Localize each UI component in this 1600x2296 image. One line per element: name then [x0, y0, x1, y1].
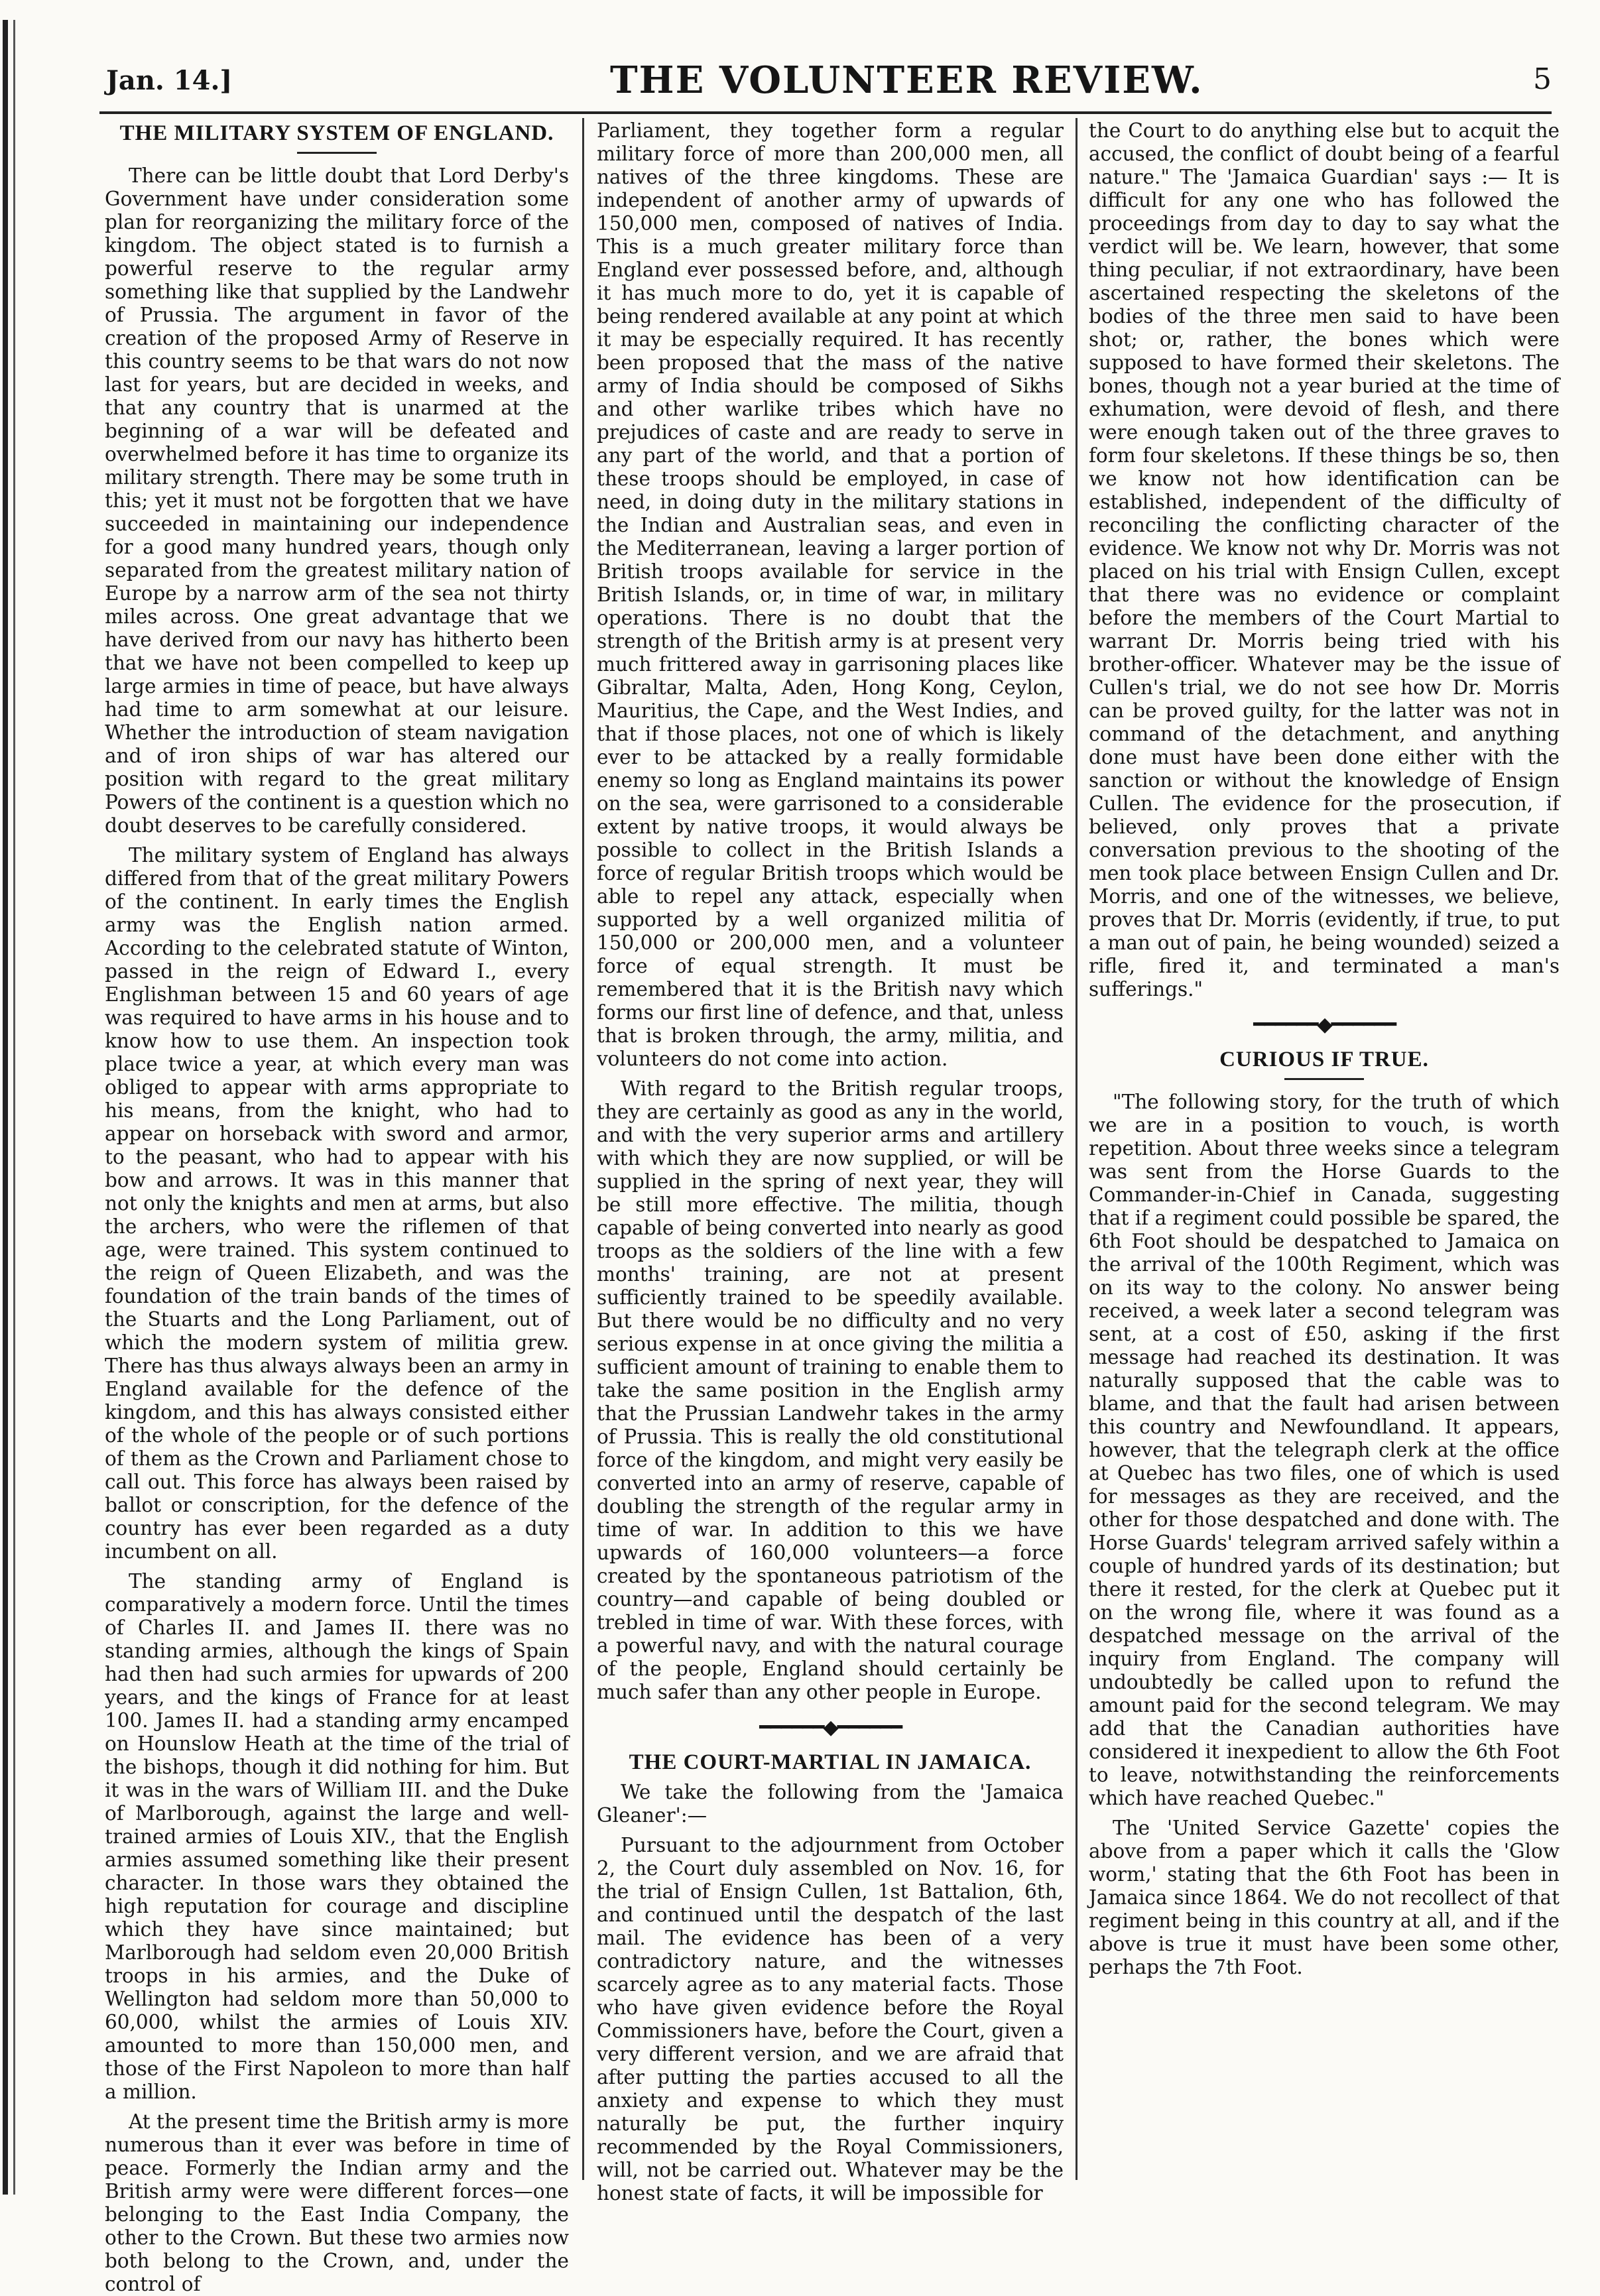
masthead-title: THE VOLUNTEER REVIEW. — [610, 58, 1203, 102]
binding-edge-inner — [13, 20, 15, 2195]
article-paragraph: the Court to do anything else but to acquit the accused, the conflict of doubt being of a fearful nature." The 'Jamaica Guardian' says :— It is difficult for any one who has followed the proceedings from day to day to say what the verdict will be. We learn, however, that some thing peculiar, if not extraordinary, have been ascertained respecting the skeletons of the bodies of the three men said to have been shot; or, rather, the bones which were supposed to have formed their skeletons. The bones, though not a year buried at the time of exhumation, were devoid of flesh, and there were enough taken out of the three graves to form four skeletons. If these things be so, then we know not how identification can be established, independent of the difficulty of reconciling the conflicting character of the evidence. We know not why Dr. Morris was not placed on his trial with Ensign Cullen, except that there was no evidence or complaint before the members of the Court Martial to warrant Dr. Morris being tried with his brother-officer. Whatever may be the issue of Cullen's trial, we do not see how Dr. Morris can be proved guilty, for the latter was not in command of the detachment, and anything done must have been done either with the sanction or without the knowledge of Ensign Cullen. The evidence for the prosecution, if believed, only proves that a private conversation previous to the shooting of the men took place between Ensign Cullen and Dr. Morris, and one of the witnesses, we believe, proves that Dr. Morris (evidently, if true, to put a man out of pain, he being wounded) seized a rifle, fired it, and terminated a man's sufferings." — [1089, 119, 1560, 1000]
article-paragraph: The military system of England has always differed from that of the great military Powers of the continent. In early times the English army was the English nation armed. According to the celebrated statute of Winton, passed in the reign of Edward I., every Englishman between 15 and 60 years of age was required to have arms in his house and to know how to use them. An inspection took place twice a year, at which every man was obliged to appear with arms appropriate to his means, from the knight, who had to appear on horseback with sword and armor, to the peasant, who had to appear with his bow and arrows. It was in this manner that not only the knights and men at arms, but also the archers, who were the riflemen of that age, were trained. This system continued to the reign of Queen Elizabeth, and was the foundation of the train bands of the times of the Stuarts and the Long Parliament, out of which the modern system of militia grew. There has thus always always been an army in England available for the defence of the kingdom, and this has always consisted either of the whole of the people or of such portions of them as the Crown and Parliament chose to call out. This force has always been raised by ballot or conscription, for the defence of the country has ever been regarded as a duty incumbent on all. — [105, 844, 569, 1563]
binding-edge — [3, 20, 8, 2195]
page-number: 5 — [1533, 62, 1552, 96]
column-2 — [597, 119, 1064, 2205]
article-paragraph: The standing army of England is comparatively a modern force. Until the times of Charles II. and James II. there was no standing armies, although the kings of Spain had then had such armies for upwards of 200 years, and the kings of France for at least 100. James II. had a standing army encamped on Hounslow Heath at the time of the trial of the bishops, though it did nothing for him. But it was in the wars of William III. and the Duke of Marlborough, against the large and well-trained armies of Louis XIV., that the English armies assumed something like their present character. In those wars they obtained the high reputation for courage and discipline which they have since maintained; but Marlborough had seldom even 20,000 British troops in his armies, and the Duke of Wellington had seldom more than 50,000 to 60,000, whilst the armies of Louis XIV. amounted to more than 150,000 men, and those of the First Napoleon to more than half a million. — [105, 1570, 569, 2103]
title-rule — [297, 152, 377, 154]
issue-date: Jan. 14.] — [106, 65, 233, 96]
article-paragraph: Parliament, they together form a regular military force of more than 200,000 men, all natives of the three kingdoms. These are independent of another army of upwards of 150,000 men, composed of natives of India. This is a much greater military force than England ever possessed before, and, although it has much more to do, yet it is capable of being rendered available at any point at which it may be especially required. It has recently been proposed that the mass of the native army of India should be composed of Sikhs and other warlike tribes which have no prejudices of caste and are ready to serve in any part of the world, and that a portion of these troops should be employed, in case of need, in doing duty in the military stations in the Indian and Australian seas, and even in the Mediterranean, leaving a larger portion of British troops available for service in the British Islands, or, in time of war, in military operations. There is no doubt that the strength of the British army is at present very much frittered away in garrisoning places like Gibraltar, Malta, Aden, Hong Kong, Ceylon, Mauritius, the Cape, and the West Indies, and that if those places, not one of which is likely ever to be attacked by a really formidable enemy so long as England maintains its power on the sea, were garrisoned to a considerable extent by native troops, it would always be possible to collect in the British Islands a force of regular British troops which would be able to repel any attack, especially when supported by a well organized militia of 150,000 or 200,000 men, and a volunteer force of equal strength. It must be remembered that it is the British navy which forms our first line of defence, and that, unless that is broken through, the army, militia, and volunteers do not come into action. — [597, 119, 1064, 1070]
section-ornament: ━━━━━━◆━━━━━━ — [1253, 1013, 1395, 1036]
column-divider — [1076, 118, 1077, 2180]
article-paragraph: There can be little doubt that Lord Derby's Government have under consideration some plan for reorganizing the military force of the kingdom. The object stated is to furnish a powerful reserve to the regular army something like that supplied by the Landwehr of Prussia. The argument in favor of the creation of the proposed Army of Reserve in this country seems to be that wars do not now last for years, but are decided in weeks, and that any country that is unarmed at the beginning of a war will be defeated and overwhelmed before it has time to organize its military strength. There may be some truth in this; yet it must not be forgotten that we have succeeded in maintaining our independence for a good many hundred years, though only separated from the greatest military nation of Europe by a narrow arm of the sea not thirty miles across. One great advantage that we have derived from our navy has hitherto been that we have not been compelled to keep up large armies in time of peace, but have always had time to arm somewhat at our leisure. Whether the introduction of steam navigation and of iron ships of war has altered our position with regard to the great military Powers of the continent is a question which no doubt deserves to be carefully considered. — [105, 164, 569, 837]
header-rule — [99, 111, 1552, 114]
article-title-military-system: THE MILITARY SYSTEM OF ENGLAND. — [119, 121, 554, 145]
title-rule — [1284, 1078, 1364, 1080]
article-title-court-martial: THE COURT-MARTIAL IN JAMAICA. — [629, 1750, 1032, 1774]
article-paragraph: "The following story, for the truth of which we are in a position to vouch, is worth repetition. About three weeks since a telegram was sent from the Horse Guards to the Commander-in-Chief in Canada, suggesting that if a regiment could possible be spared, the 6th Foot should be despatched to Jamaica on the arrival of the 100th Regiment, which was on its way to the colony. No answer being received, a week later a second telegram was sent, at a cost of £50, asking if the first message had reached its destination. It was naturally supposed that the cable was to blame, and that the fault had arisen between this country and Newfoundland. It appears, however, that the telegraph clerk at the office at Quebec has two files, one of which is used for messages as they are received, and the other for those despatched and done with. The Horse Guards' telegram arrived safely within a couple of hundred yards of its destination; but there it rested, for the clerk at Quebec put it on the wrong file, where it was found as a despatched message on the arrival of the inquiry from England. The company will undoubtedly be called upon to refund the amount paid for the second telegram. We may add that the Canadian authorities have considered it inexpedient to allow the 6th Foot to leave, notwithstanding the reinforcements which have reached Quebec." — [1089, 1091, 1560, 1809]
column-1 — [105, 119, 569, 2295]
page-header — [106, 58, 1552, 111]
article-paragraph: At the present time the British army is more numerous than it ever was before in time of peace. Formerly the Indian army and the British army were were different forces—one belonging to the East India Company, the other to the Crown. But these two armies now both belong to the Crown, and, under the control of — [105, 2110, 569, 2295]
article-title-curious: CURIOUS IF TRUE. — [1219, 1048, 1429, 1071]
article-intro: We take the following from the 'Jamaica Gleaner':— — [597, 1781, 1064, 1827]
section-ornament: ━━━━━━◆━━━━━━ — [759, 1716, 901, 1739]
article-paragraph: Pursuant to the adjournment from October 2, the Court duly assembled on Nov. 16, for the trial of Ensign Cullen, 1st Battalion, 6th, and continued until the despatch of the last mail. The evidence has been of a very contradictory nature, and the witnesses scarcely agree as to any material facts. Those who have given evidence before the Royal Commissioners have, before the Court, given a very different version, and we are afraid that after putting the parties accused to all the anxiety and expense to which they must naturally be put, the further inquiry recommended by the Royal Commissioners, will, not be carried out. Whatever may be the honest state of facts, it will be impossible for — [597, 1834, 1064, 2205]
column-3 — [1089, 119, 1560, 2181]
article-paragraph: The 'United Service Gazette' copies the above from a paper which it calls the 'Glow worm,' stating that the 6th Foot has been in Jamaica since 1864. We do not recollect of that regiment being in this country at all, and if the above is true it must have been some other, perhaps the 7th Foot. — [1089, 1817, 1560, 1978]
column-divider — [582, 118, 584, 2180]
article-paragraph: With regard to the British regular troops, they are certainly as good as any in the world, and with the very superior arms and artillery with which they are now supplied, or will be supplied in the spring of next year, they will be still more effective. The militia, though capable of being converted into nearly as good troops as the soldiers of the line with a few months' training, are not at present sufficiently trained to be speedily available. But there would be no difficulty and no very serious expense in at once giving the militia a sufficient amount of training to enable them to take the same position in the English army that the Prussian Landwehr takes in the army of Prussia. This is really the old constitutional force of the kingdom, and might very easily be converted into an army of reserve, capable of doubling the strength of the regular army in time of war. In addition to this we have upwards of 160,000 volunteers—a force created by the spontaneous patriotism of the country—and capable of being doubled or trebled in time of war. With these forces, with a powerful navy, and with the natural courage of the people, England should certainly be much safer than any other people in Europe. — [597, 1077, 1064, 1703]
